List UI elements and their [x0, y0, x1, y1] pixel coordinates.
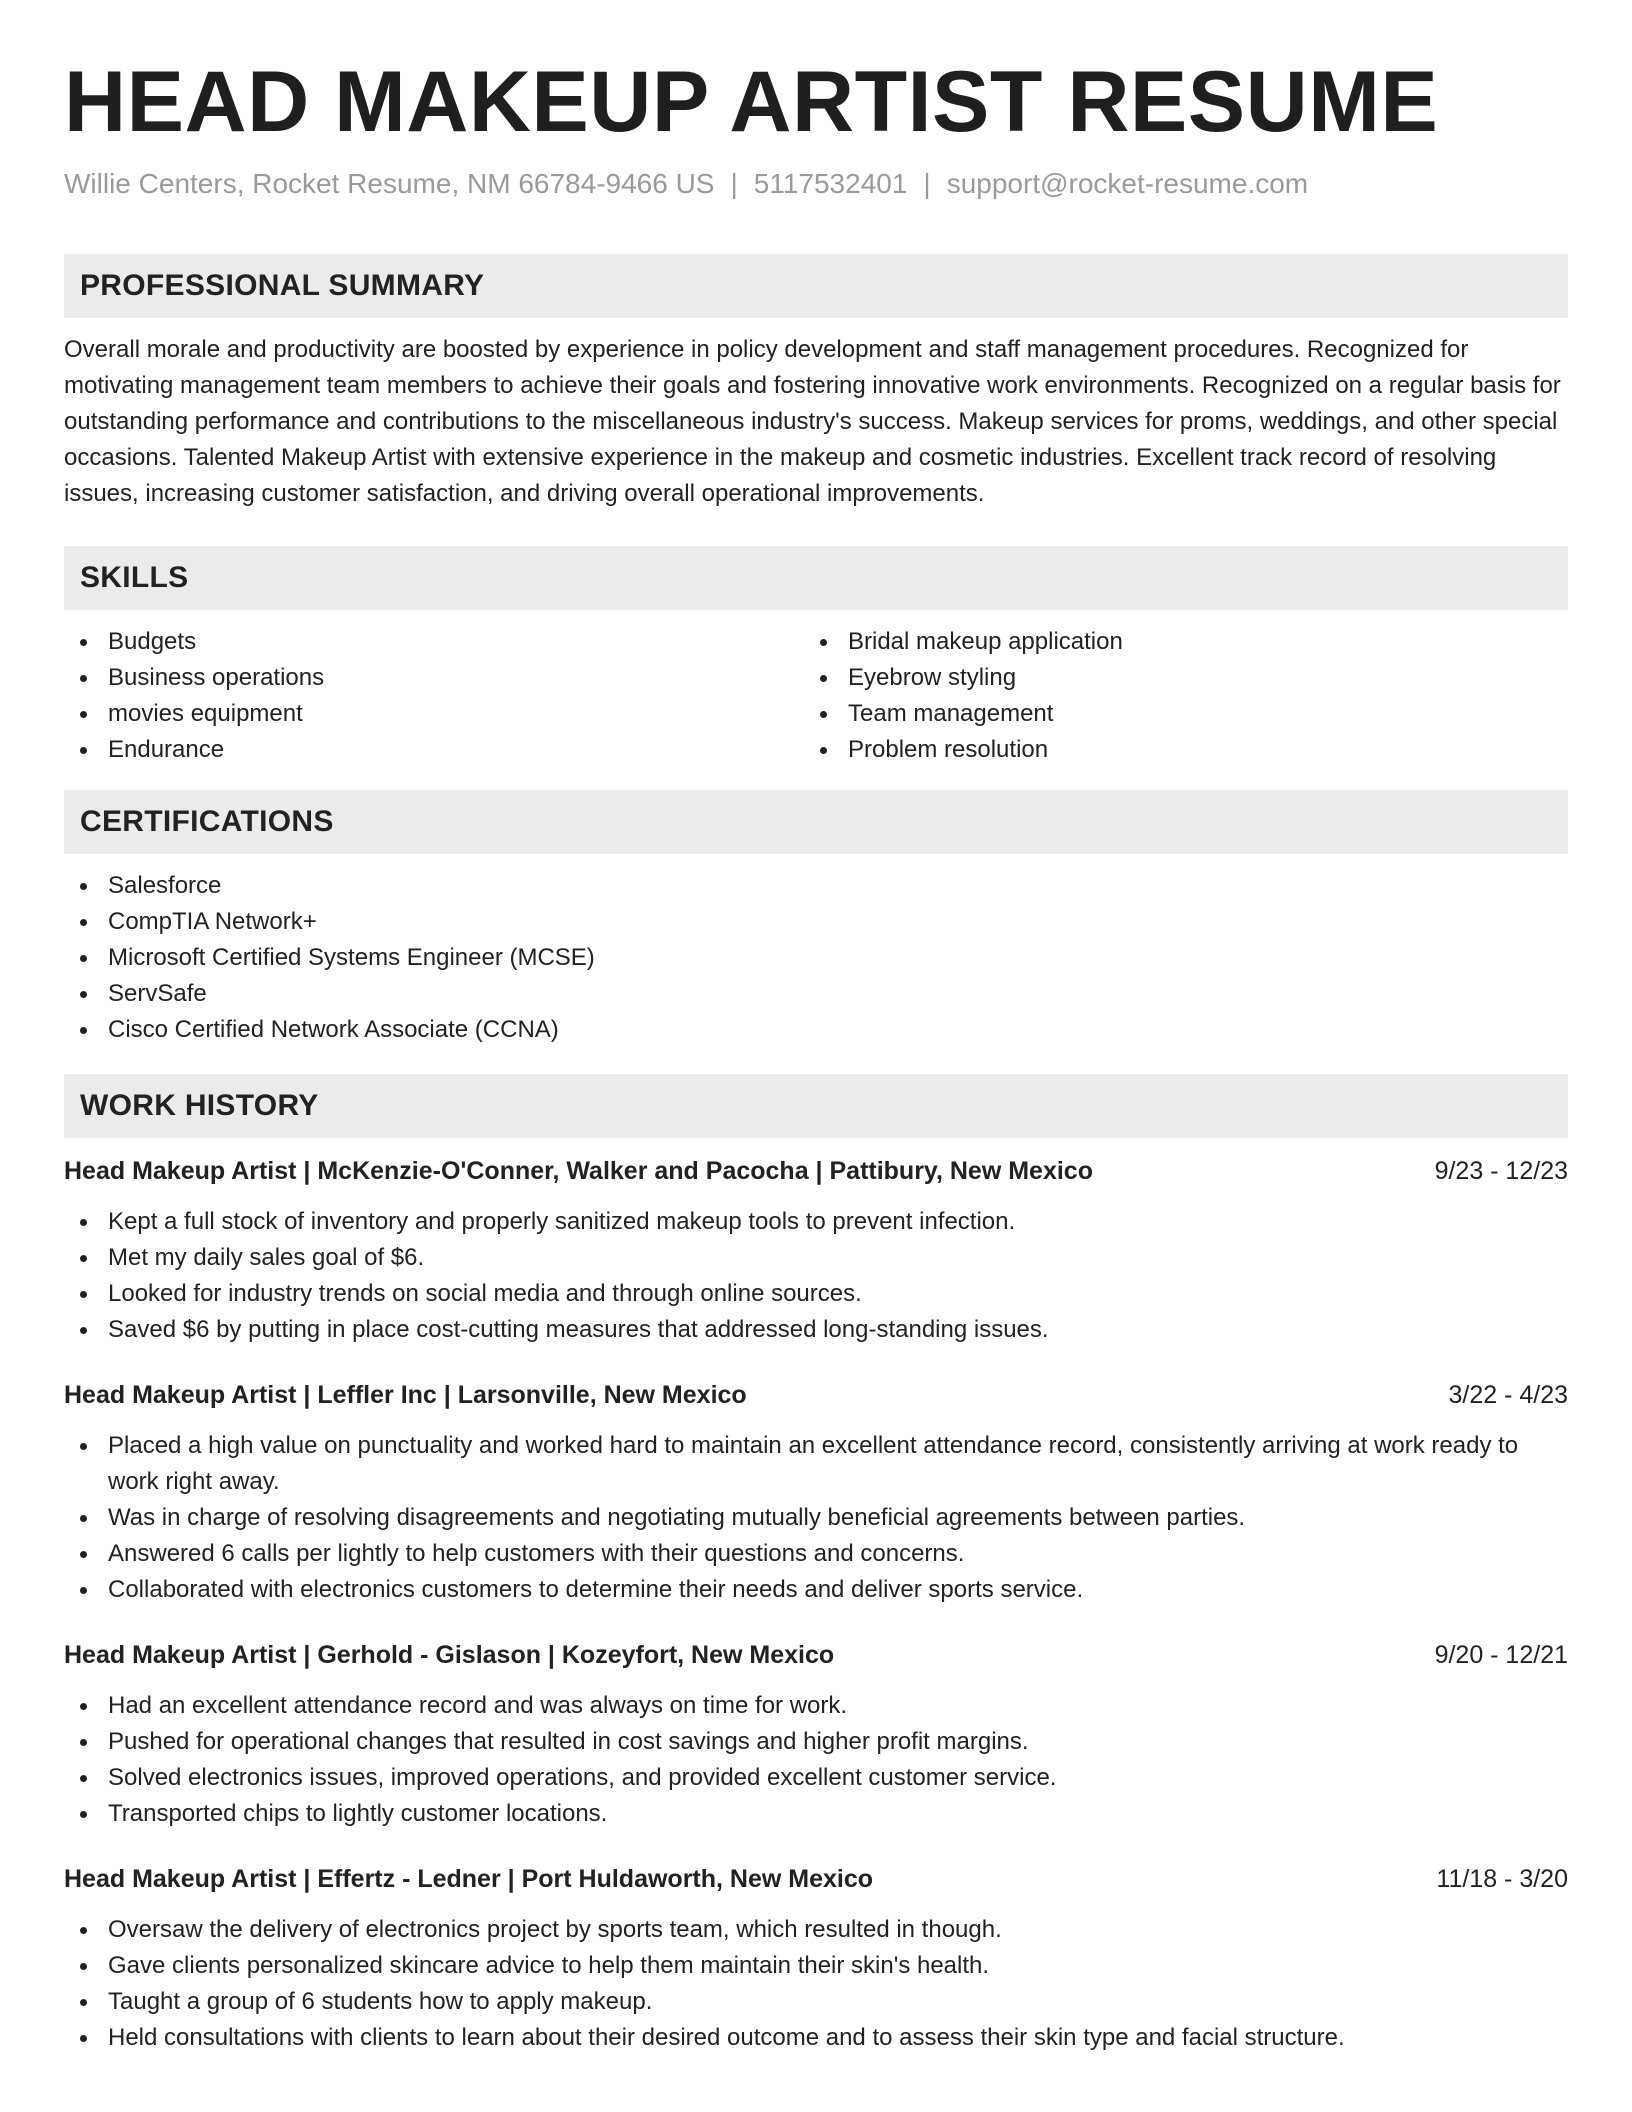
- job-duty: Saved $6 by putting in place cost-cutting measures that addressed long-standing issues.: [64, 1312, 1568, 1348]
- job-entry: [64, 1152, 1568, 1348]
- job-duties: [64, 1688, 1568, 1832]
- certifications-heading: CERTIFICATIONS: [64, 790, 1568, 854]
- skill-item: movies equipment: [64, 696, 804, 732]
- job-duty: Looked for industry trends on social media and through online sources.: [64, 1276, 1568, 1312]
- certification-item: ServSafe: [64, 976, 1568, 1012]
- work-history-heading: WORK HISTORY: [64, 1074, 1568, 1138]
- job-dates: 3/22 - 4/23: [1448, 1381, 1568, 1409]
- skill-item: Bridal makeup application: [804, 624, 1544, 660]
- job-header: [64, 1376, 1568, 1414]
- skill-item: Business operations: [64, 660, 804, 696]
- job-entry: [64, 1860, 1568, 2056]
- job-entry: [64, 1636, 1568, 1832]
- summary-text: Overall morale and productivity are boosted by experience in policy development and staff management procedures. Recognized for motivating management team members to achieve their goals and fostering innovative work environments. Recognized on a regular basis for outstanding performance and contributions to the miscellaneous industry's success. Makeup services for proms, weddings, and other special occasions. Talented Makeup Artist with extensive experience in the makeup and cosmetic industries. Excellent track record of resolving issues, increasing customer satisfaction, and driving overall operational improvements.: [64, 336, 1561, 507]
- job-title: Head Makeup Artist | Gerhold - Gislason | Kozeyfort, New Mexico: [64, 1641, 835, 1669]
- skill-item: Endurance: [64, 732, 804, 768]
- job-title: Head Makeup Artist | Leffler Inc | Larsonville, New Mexico: [64, 1381, 747, 1409]
- job-duty: Taught a group of 6 students how to apply makeup.: [64, 1984, 1568, 2020]
- job-duties: [64, 1428, 1568, 1608]
- job-duty: Kept a full stock of inventory and properly sanitized makeup tools to prevent infection.: [64, 1204, 1568, 1240]
- skills-list: [64, 624, 1568, 768]
- certifications-list: [64, 868, 1568, 1048]
- job-duty: Was in charge of resolving disagreements and negotiating mutually beneficial agreements between parties.: [64, 1500, 1568, 1536]
- job-header: [64, 1860, 1568, 1898]
- job-duty: Answered 6 calls per lightly to help customers with their questions and concerns.: [64, 1536, 1568, 1572]
- contact-line: [64, 166, 1568, 202]
- job-dates: 9/20 - 12/21: [1434, 1641, 1568, 1669]
- job-dates: 9/23 - 12/23: [1434, 1157, 1568, 1185]
- certification-item: Salesforce: [64, 868, 1568, 904]
- job-duty: Held consultations with clients to learn about their desired outcome and to assess their skin type and facial structure.: [64, 2020, 1568, 2056]
- job-entry: [64, 1376, 1568, 1608]
- skills-column-right: [804, 624, 1544, 768]
- skills-heading: SKILLS: [64, 546, 1568, 610]
- skill-item: Eyebrow styling: [804, 660, 1544, 696]
- skill-item: Team management: [804, 696, 1544, 732]
- job-duty: Collaborated with electronics customers to determine their needs and deliver sports service.: [64, 1572, 1568, 1608]
- job-duties: [64, 1912, 1568, 2056]
- job-duty: Met my daily sales goal of $6.: [64, 1240, 1568, 1276]
- job-dates: 11/18 - 3/20: [1436, 1865, 1568, 1893]
- job-title: Head Makeup Artist | McKenzie-O'Conner, Walker and Pacocha | Pattibury, New Mexico: [64, 1157, 1093, 1185]
- job-duty: Oversaw the delivery of electronics project by sports team, which resulted in though.: [64, 1912, 1568, 1948]
- certification-item: Microsoft Certified Systems Engineer (MCSE): [64, 940, 1568, 976]
- contact-separator: |: [730, 168, 738, 199]
- job-header: [64, 1636, 1568, 1674]
- job-title: Head Makeup Artist | Effertz - Ledner | Port Huldaworth, New Mexico: [64, 1865, 874, 1893]
- certification-item: Cisco Certified Network Associate (CCNA): [64, 1012, 1568, 1048]
- job-header: [64, 1152, 1568, 1190]
- skill-item: Problem resolution: [804, 732, 1544, 768]
- resume-title: HEAD MAKEUP ARTIST RESUME: [64, 54, 1439, 150]
- job-duty: Transported chips to lightly customer locations.: [64, 1796, 1568, 1832]
- contact-phone: 5117532401: [753, 168, 908, 199]
- skill-item: Budgets: [64, 624, 804, 660]
- job-duty: Solved electronics issues, improved operations, and provided excellent customer service.: [64, 1760, 1568, 1796]
- job-duty: Had an excellent attendance record and was always on time for work.: [64, 1688, 1568, 1724]
- contact-email: support@rocket-resume.com: [946, 168, 1309, 199]
- job-duty: Placed a high value on punctuality and worked hard to maintain an excellent attendance record, consistently arriving at work ready to work right away.: [64, 1428, 1568, 1500]
- job-duty: Pushed for operational changes that resulted in cost savings and higher profit margins.: [64, 1724, 1568, 1760]
- contact-address: Willie Centers, Rocket Resume, NM 66784-9466 US: [64, 168, 715, 199]
- contact-separator: |: [923, 168, 931, 199]
- certification-item: CompTIA Network+: [64, 904, 1568, 940]
- skills-column-left: [64, 624, 804, 768]
- summary-heading: PROFESSIONAL SUMMARY: [64, 254, 1568, 318]
- job-duties: [64, 1204, 1568, 1348]
- job-duty: Gave clients personalized skincare advice to help them maintain their skin's health.: [64, 1948, 1568, 1984]
